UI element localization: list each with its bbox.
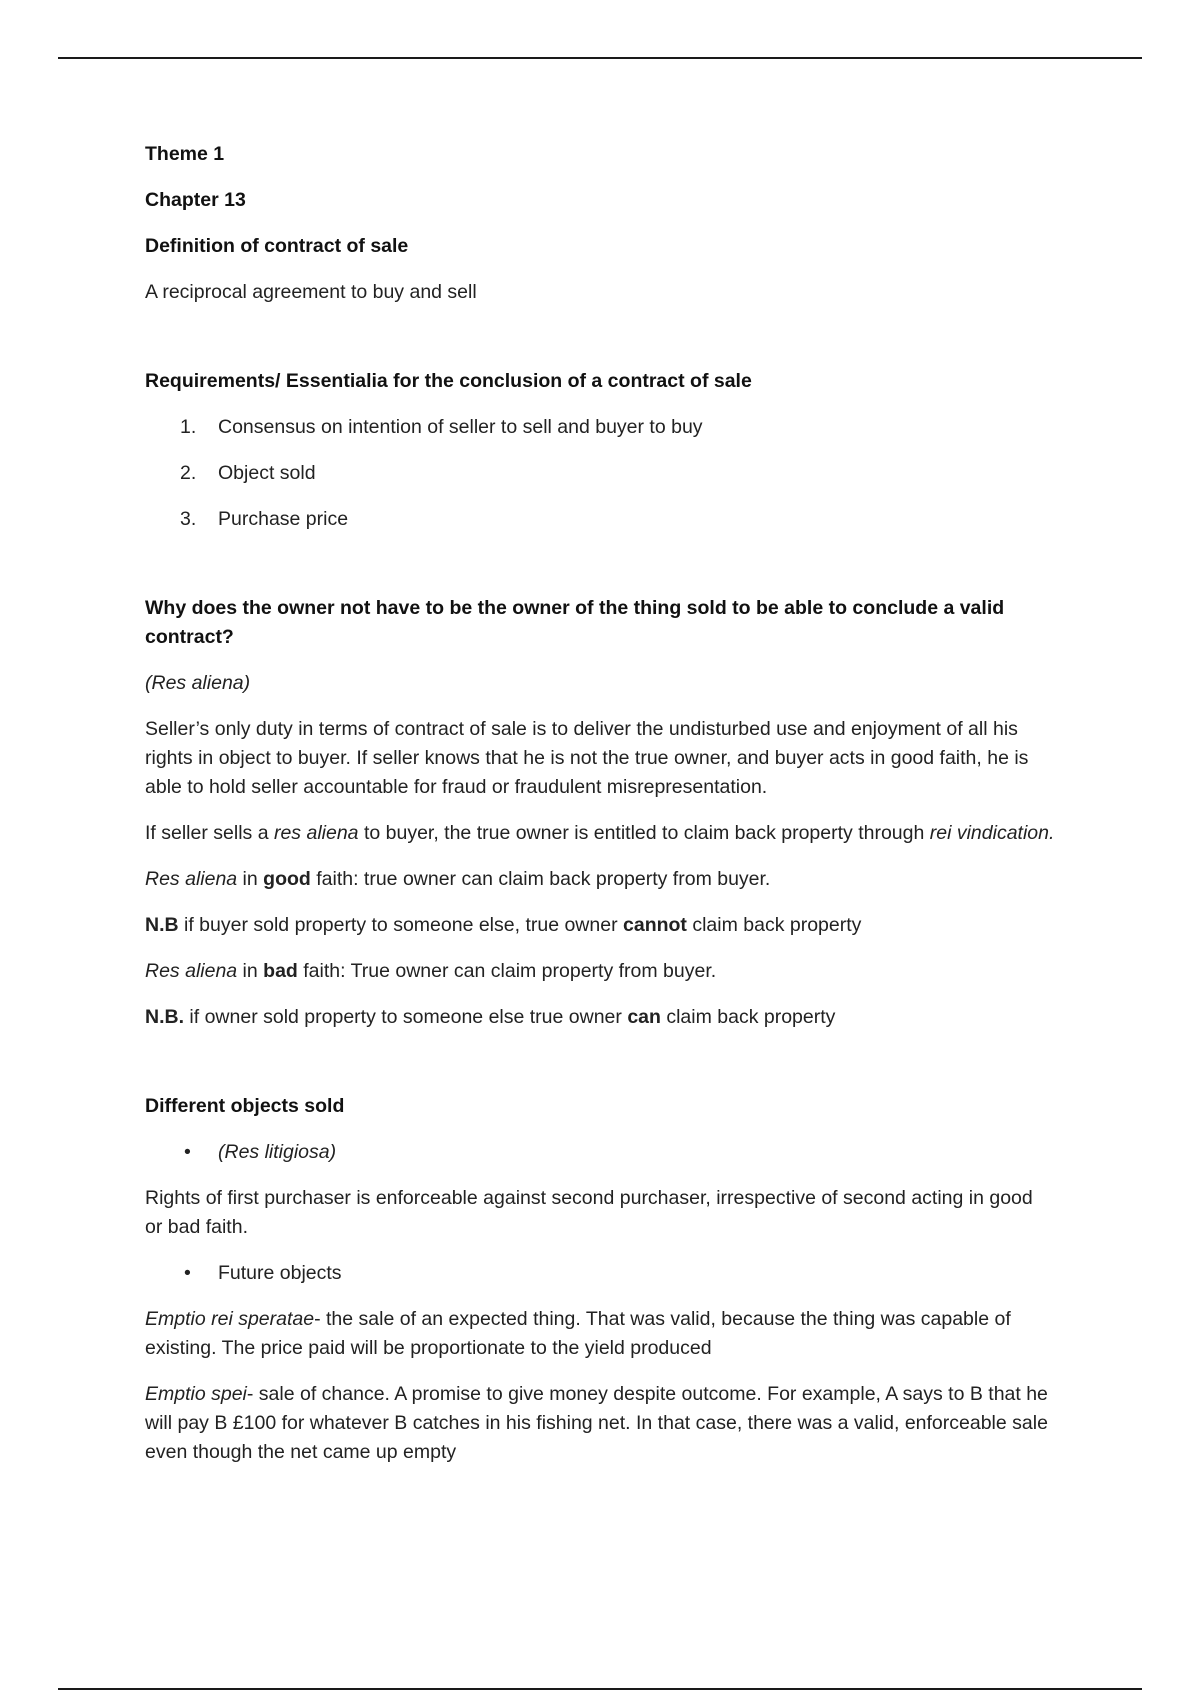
litigiosa-paragraph: Rights of first purchaser is enforceable against second purchaser, irrespective of second acting in good or bad faith. xyxy=(145,1187,1033,1238)
good-faith-paragraph: Res aliena in good faith: true owner can claim back property from buyer. xyxy=(145,868,771,890)
bad-faith-paragraph: Res aliena in bad faith: True owner can claim property from buyer. xyxy=(145,960,717,982)
list-item-text: Consensus on intention of seller to sell and buyer to buy xyxy=(218,416,703,438)
list-number: 2. xyxy=(180,462,197,484)
definition-text: A reciprocal agreement to buy and sell xyxy=(145,281,477,303)
list-item xyxy=(145,459,1055,488)
seller-duty-paragraph: Seller’s only duty in terms of contract of sale is to deliver the undisturbed use and enjoyment of all his rights in object to buyer. If seller knows that he is not the true owner, and buyer acts in good faith, he is able to hold seller accountable for fraud or fraudulent misrepresentation. xyxy=(145,718,1029,798)
list-number: 1. xyxy=(180,416,197,438)
emptio-rei-paragraph: Emptio rei speratae- the sale of an expected thing. That was valid, because the thing was capable of existing. The price paid will be proportionate to the yield produced xyxy=(145,1308,1011,1359)
list-item-text: Purchase price xyxy=(218,508,349,530)
definition-heading: Definition of contract of sale xyxy=(145,235,409,257)
list-item xyxy=(145,1259,1055,1288)
res-aliena-label: (Res aliena) xyxy=(145,672,251,694)
document-body xyxy=(145,140,1055,1484)
list-item-text: Future objects xyxy=(218,1262,342,1284)
list-item xyxy=(145,413,1055,442)
footer-rule xyxy=(58,1688,1142,1690)
list-number: 3. xyxy=(180,508,197,530)
list-item xyxy=(145,505,1055,534)
bullet-icon: • xyxy=(184,1141,191,1163)
objects-list-2 xyxy=(145,1259,1055,1288)
objects-list-1 xyxy=(145,1138,1055,1167)
list-item-text: Object sold xyxy=(218,462,316,484)
list-item-text: (Res litigiosa) xyxy=(218,1141,337,1163)
chapter-heading: Chapter 13 xyxy=(145,189,246,211)
list-item xyxy=(145,1138,1055,1167)
header-rule xyxy=(58,57,1142,59)
theme-heading: Theme 1 xyxy=(145,143,225,165)
why-heading: Why does the owner not have to be the owner of the thing sold to be able to conclude a valid contract? xyxy=(145,597,1005,648)
bullet-icon: • xyxy=(184,1262,191,1284)
res-aliena-paragraph: If seller sells a res aliena to buyer, the true owner is entitled to claim back property through rei vindication. xyxy=(145,822,1055,844)
requirements-heading: Requirements/ Essentialia for the conclusion of a contract of sale xyxy=(145,370,752,392)
nb-cannot-paragraph: N.B if buyer sold property to someone else, true owner cannot claim back property xyxy=(145,914,862,936)
requirements-list xyxy=(145,413,1055,534)
objects-heading: Different objects sold xyxy=(145,1095,345,1117)
emptio-spei-paragraph: Emptio spei- sale of chance. A promise to give money despite outcome. For example, A says to B that he will pay B £100 for whatever B catches in his fishing net. In that case, there was a valid, enforceable sale even though the net came up empty xyxy=(145,1383,1048,1463)
nb-can-paragraph: N.B. if owner sold property to someone else true owner can claim back property xyxy=(145,1006,836,1028)
